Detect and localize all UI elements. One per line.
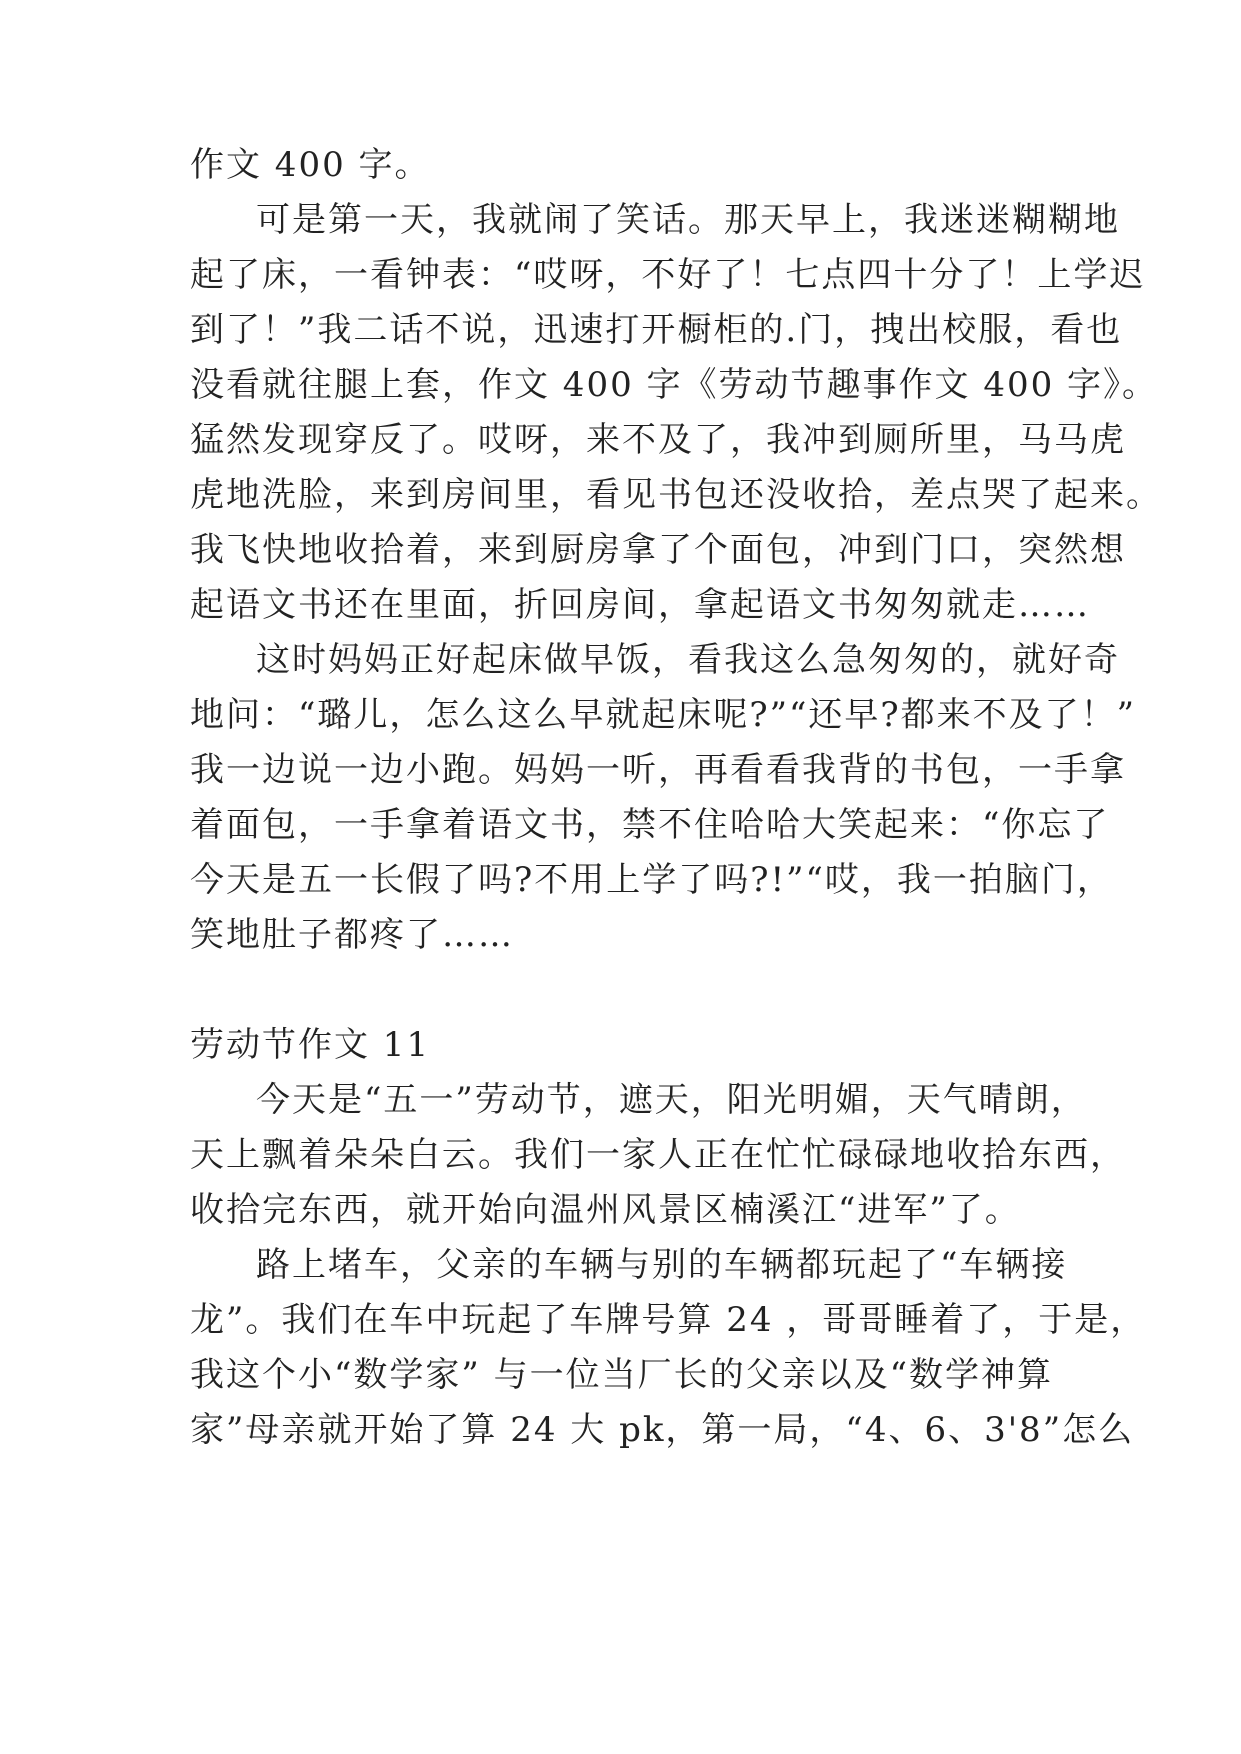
text-line: 天上飘着朵朵白云。我们一家人正在忙忙碌碌地收拾东西， xyxy=(190,1135,1126,1175)
paragraph-first-line: 路上堵车，父亲的车辆与别的车辆都玩起了“车辆接 xyxy=(256,1245,1068,1285)
text-line: 龙”。我们在车中玩起了车牌号算 24 ，哥哥睡着了，于是， xyxy=(190,1300,1147,1340)
text-line: 虎地洗脸，来到房间里，看见书包还没收拾，差点哭了起来。 xyxy=(190,475,1162,515)
text-line: 我飞快地收拾着，来到厨房拿了个面包，冲到门口，突然想 xyxy=(190,530,1126,570)
text-line: 今天是五一长假了吗?不用上学了吗?!”“哎，我一拍脑门， xyxy=(190,860,1113,900)
text-line: 我一边说一边小跑。妈妈一听，再看看我背的书包，一手拿 xyxy=(190,750,1126,790)
text-line: 起语文书还在里面，折回房间，拿起语文书匆匆就走…… xyxy=(190,585,1090,625)
text-line: 家”母亲就开始了算 24 大 pk，第一局，“4、6、3'8”怎么 xyxy=(190,1410,1135,1450)
text-line: 我这个小“数学家” 与一位当厂长的父亲以及“数学神算 xyxy=(190,1355,1053,1395)
paragraph-first-line: 今天是“五一”劳动节，遮天，阳光明媚，天气晴朗， xyxy=(256,1080,1087,1120)
section-title: 劳动节作文 11 xyxy=(190,1025,431,1065)
text-line: 着面包，一手拿着语文书，禁不住哈哈大笑起来：“你忘了 xyxy=(190,805,1110,845)
text-line: 笑地肚子都疼了…… xyxy=(190,915,514,955)
text-line: 作文 400 字。 xyxy=(190,145,431,185)
text-line: 猛然发现穿反了。哎呀，来不及了，我冲到厕所里，马马虎 xyxy=(190,420,1126,460)
paragraph-first-line: 这时妈妈正好起床做早饭，看我这么急匆匆的，就好奇 xyxy=(256,640,1120,680)
text-line: 起了床，一看钟表：“哎呀，不好了！七点四十分了！上学迟 xyxy=(190,255,1146,295)
text-line: 没看就往腿上套，作文 400 字《劳动节趣事作文 400 字》。 xyxy=(190,365,1159,405)
paragraph-first-line: 可是第一天，我就闹了笑话。那天早上，我迷迷糊糊地 xyxy=(256,200,1120,240)
text-line: 到了！”我二话不说，迅速打开橱柜的.门，拽出校服，看也 xyxy=(190,310,1123,350)
text-line: 收拾完东西，就开始向温州风景区楠溪江“进军”了。 xyxy=(190,1190,1021,1230)
text-line: 地问：“璐儿，怎么这么早就起床呢?”“还早?都来不及了！” xyxy=(190,695,1136,735)
